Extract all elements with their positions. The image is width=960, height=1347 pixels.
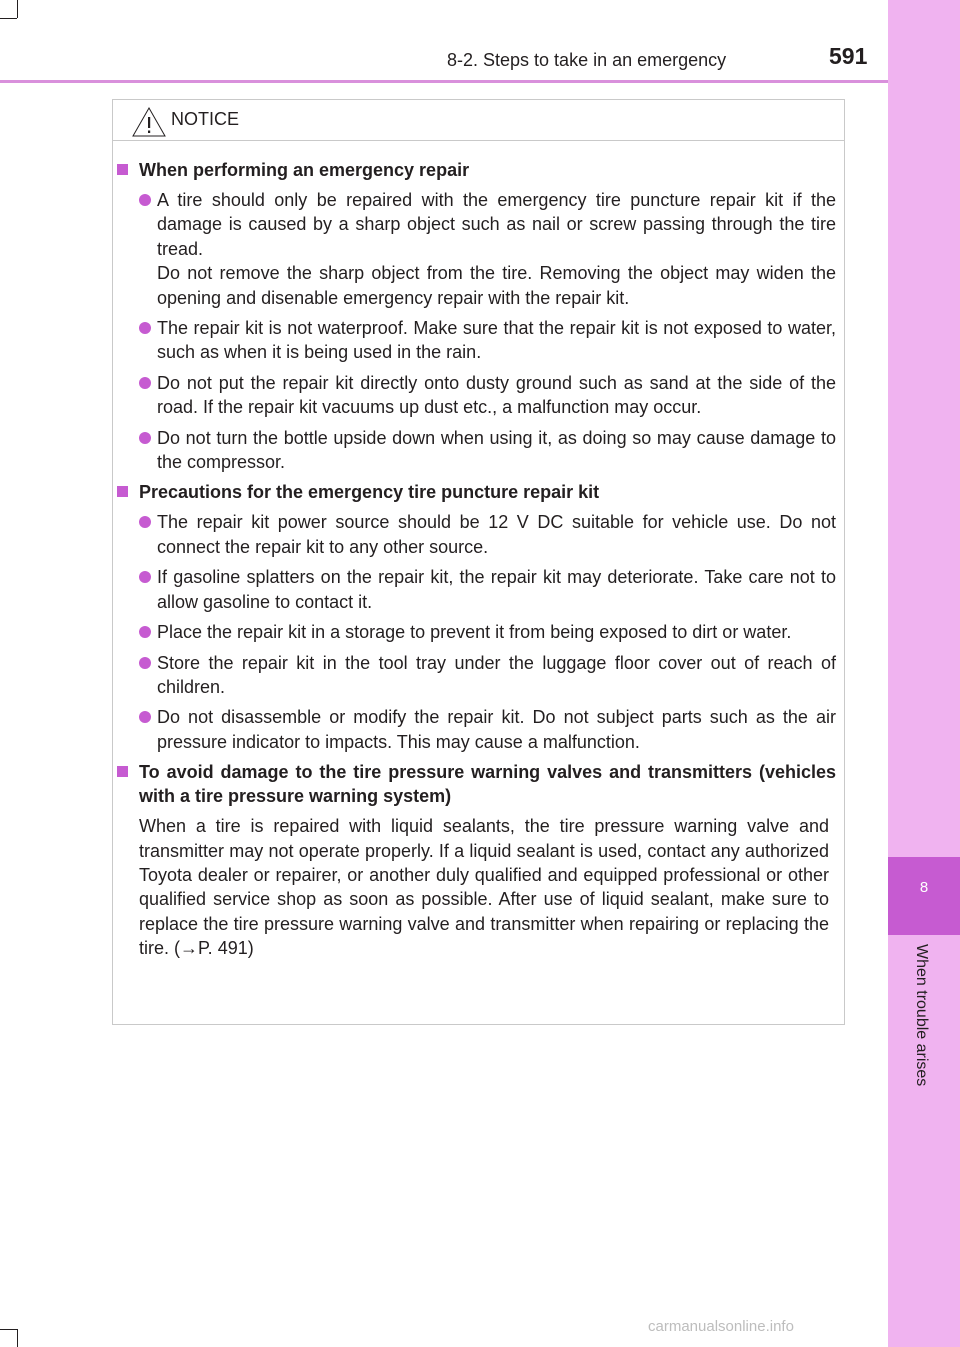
crop-mark <box>17 1329 18 1347</box>
notice-label: NOTICE <box>171 109 240 129</box>
list-item: If gasoline splatters on the repair kit, the repair kit may deteriorate. Take care not to allow gasoline to contact it. <box>113 565 844 614</box>
circle-bullet-icon <box>139 194 151 206</box>
section-body: When a tire is repaired with liquid sealants, the tire pressure warning valve and transmitter may not operate properly. If a liquid sealant is used, contact any authorized Toyota dealer or repairer, or another duly qualified and equipped professional or other qualified service shop as soon as possible. After use of liquid sealant, make sure to replace the tire pressure warning valve and transmitter when repairing or replacing the tire. (→P. 491) <box>139 816 829 959</box>
list-item: The repair kit is not waterproof. Make sure that the repair kit is not exposed to water, such as when it is being used in the rain. <box>113 316 844 365</box>
square-bullet-icon <box>117 164 128 175</box>
list-item: Store the repair kit in the tool tray under the luggage floor cover out of reach of children. <box>113 651 844 700</box>
list-item: Do not put the repair kit directly onto dusty ground such as sand at the side of the road. If the repair kit vacuums up dust etc., a malfunction may occur. <box>113 371 844 420</box>
square-bullet-icon <box>117 766 128 777</box>
list-item: Place the repair kit in a storage to prevent it from being exposed to dirt or water. <box>113 620 844 644</box>
chapter-side-strip <box>888 0 960 1347</box>
notice-header <box>113 100 844 141</box>
section-heading: Precautions for the emergency tire puncture repair kit <box>113 480 844 504</box>
circle-bullet-icon <box>139 516 151 528</box>
list-item: Do not disassemble or modify the repair kit. Do not subject parts such as the air pressure indicator to impacts. This may cause a malfunction. <box>113 705 844 754</box>
circle-bullet-icon <box>139 711 151 723</box>
circle-bullet-icon <box>139 571 151 583</box>
warning-triangle-icon <box>131 106 167 138</box>
chapter-number: 8 <box>919 879 929 896</box>
circle-bullet-icon <box>139 657 151 669</box>
section-heading: To avoid damage to the tire pressure warning valves and transmitters (vehicles with a tire pressure warning system) <box>113 760 844 808</box>
watermark: carmanualsonline.info <box>648 1318 794 1335</box>
circle-bullet-icon <box>139 322 151 334</box>
section-title: 8-2. Steps to take in an emergency <box>447 50 727 70</box>
page-number: 591 <box>829 43 868 69</box>
section-heading: When performing an emergency repair <box>113 158 844 182</box>
chapter-title: When trouble arises <box>913 944 930 1087</box>
crop-mark <box>17 0 18 18</box>
list-item: A tire should only be repaired with the emergency tire puncture repair kit if the damage is caused by a sharp object such as nail or screw passing through the tire tread. Do not remove the sharp object from the tire. Removing the object may widen the opening and disenable emergency repair with the repair kit. <box>113 188 844 310</box>
notice-box <box>112 99 845 1025</box>
chapter-tab <box>888 857 960 935</box>
circle-bullet-icon <box>139 377 151 389</box>
list-item: Do not turn the bottle upside down when using it, as doing so may cause damage to the compressor. <box>113 426 844 475</box>
circle-bullet-icon <box>139 626 151 638</box>
circle-bullet-icon <box>139 432 151 444</box>
list-item: The repair kit power source should be 12 V DC suitable for vehicle use. Do not connect the repair kit to any other source. <box>113 510 844 559</box>
crop-mark <box>0 1329 17 1330</box>
notice-content <box>113 158 844 961</box>
header-rule <box>0 80 888 83</box>
crop-mark <box>0 18 17 19</box>
square-bullet-icon <box>117 486 128 497</box>
